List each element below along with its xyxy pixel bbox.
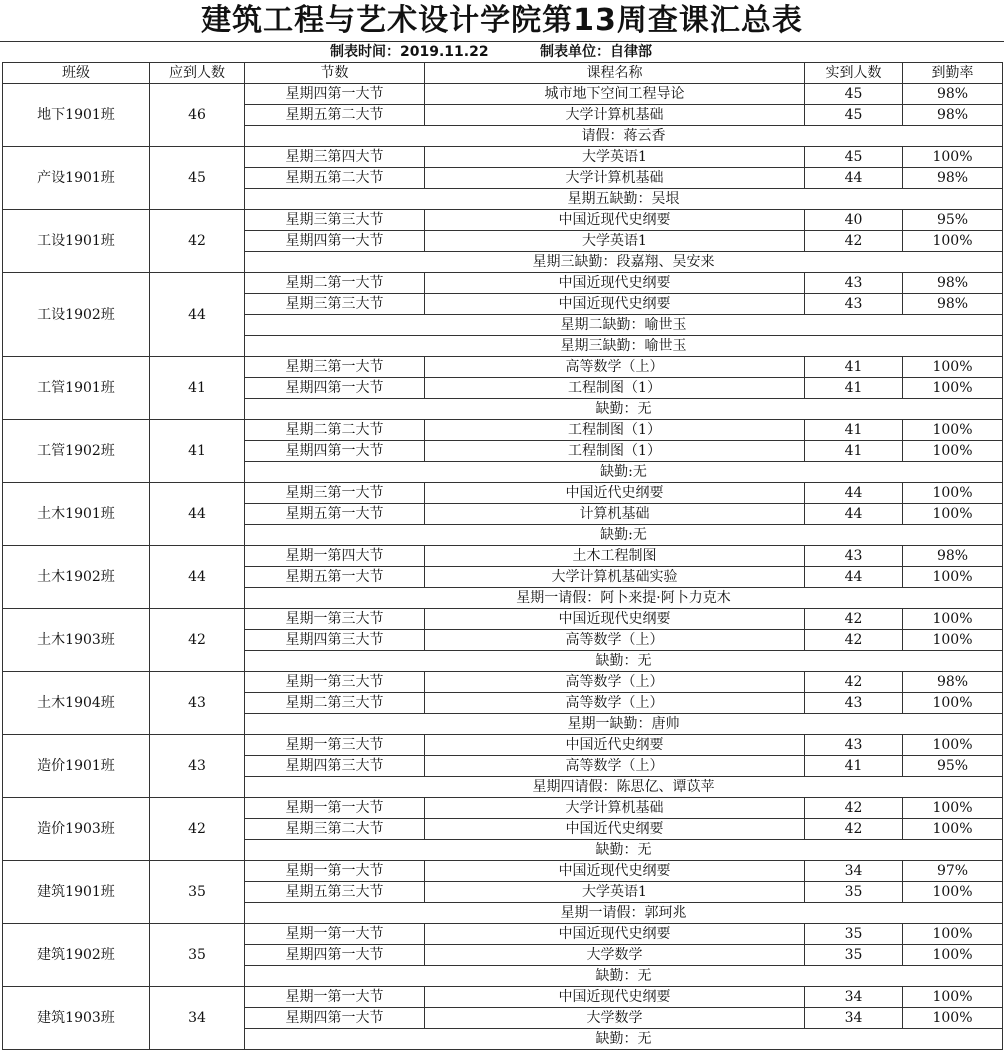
attendance-rate: 100% [903,693,1003,714]
actual-count: 45 [805,147,903,168]
attendance-rate: 100% [903,630,1003,651]
absence-note: 请假：蒋云香 [245,126,1003,147]
class-name: 建筑1903班 [3,987,150,1050]
actual-count: 41 [805,441,903,462]
attendance-rate: 100% [903,735,1003,756]
meta-time: 制表时间：2019.11.22 [330,44,489,60]
table-row [3,483,1003,504]
actual-count: 34 [805,861,903,882]
actual-count: 40 [805,210,903,231]
period-cell: 星期一第四大节 [245,546,425,567]
attendance-rate: 98% [903,672,1003,693]
course-cell: 中国近现代史纲要 [425,294,805,315]
period-cell: 星期四第一大节 [245,231,425,252]
class-name: 建筑1901班 [3,861,150,924]
actual-count: 35 [805,924,903,945]
actual-count: 35 [805,945,903,966]
period-cell: 星期一第一大节 [245,987,425,1008]
attendance-rate: 98% [903,168,1003,189]
absence-note: 星期五缺勤：吴垠 [245,189,1003,210]
period-cell: 星期四第一大节 [245,378,425,399]
period-cell: 星期四第三大节 [245,756,425,777]
header-period: 节数 [245,63,425,84]
absence-note: 缺勤：无 [245,651,1003,672]
actual-count: 41 [805,378,903,399]
period-cell: 星期四第三大节 [245,630,425,651]
class-name: 工设1901班 [3,210,150,273]
attendance-rate: 95% [903,756,1003,777]
expected-count: 34 [150,987,245,1050]
period-cell: 星期一第一大节 [245,861,425,882]
period-cell: 星期三第二大节 [245,819,425,840]
period-cell: 星期二第三大节 [245,693,425,714]
course-cell: 高等数学（上） [425,672,805,693]
expected-count: 44 [150,483,245,546]
attendance-rate: 100% [903,798,1003,819]
actual-count: 34 [805,1008,903,1029]
table-row [3,546,1003,567]
course-cell: 大学计算机基础 [425,105,805,126]
expected-count: 35 [150,861,245,924]
attendance-rate: 100% [903,378,1003,399]
table-row [3,210,1003,231]
expected-count: 41 [150,357,245,420]
class-name: 地下1901班 [3,84,150,147]
attendance-rate: 100% [903,504,1003,525]
expected-count: 42 [150,210,245,273]
attendance-rate: 100% [903,819,1003,840]
period-cell: 星期三第一大节 [245,357,425,378]
actual-count: 42 [805,609,903,630]
actual-count: 42 [805,231,903,252]
period-cell: 星期五第一大节 [245,567,425,588]
actual-count: 34 [805,987,903,1008]
actual-count: 43 [805,693,903,714]
period-cell: 星期一第三大节 [245,609,425,630]
absence-note: 星期一请假：郭珂兆 [245,903,1003,924]
expected-count: 43 [150,735,245,798]
meta-unit: 制表单位：自律部 [540,44,652,60]
actual-count: 44 [805,483,903,504]
attendance-table [2,62,1003,1050]
attendance-rate: 98% [903,105,1003,126]
actual-count: 45 [805,105,903,126]
course-cell: 中国近代史纲要 [425,483,805,504]
actual-count: 43 [805,546,903,567]
course-cell: 大学数学 [425,1008,805,1029]
course-cell: 高等数学（上） [425,693,805,714]
attendance-rate: 100% [903,231,1003,252]
absence-note: 缺勤：无 [245,1029,1003,1050]
course-cell: 中国近现代史纲要 [425,924,805,945]
table-row [3,273,1003,294]
table-row [3,798,1003,819]
attendance-rate: 97% [903,861,1003,882]
class-name: 土木1902班 [3,546,150,609]
actual-count: 43 [805,294,903,315]
actual-count: 41 [805,420,903,441]
course-cell: 大学数学 [425,945,805,966]
absence-note: 缺勤：无 [245,966,1003,987]
header-expected: 应到人数 [150,63,245,84]
actual-count: 45 [805,84,903,105]
table-row [3,672,1003,693]
period-cell: 星期二第一大节 [245,273,425,294]
expected-count: 41 [150,420,245,483]
course-cell: 中国近现代史纲要 [425,609,805,630]
class-name: 土木1901班 [3,483,150,546]
table-row [3,609,1003,630]
table-row [3,924,1003,945]
period-cell: 星期一第一大节 [245,924,425,945]
header-actual: 实到人数 [805,63,903,84]
absence-note: 星期二缺勤：喻世玉 [245,315,1003,336]
actual-count: 42 [805,630,903,651]
actual-count: 43 [805,735,903,756]
table-row [3,987,1003,1008]
period-cell: 星期一第三大节 [245,672,425,693]
actual-count: 43 [805,273,903,294]
sheet-title: 建筑工程与艺术设计学院第13周查课汇总表 [201,3,803,38]
attendance-rate: 100% [903,882,1003,903]
absence-note: 星期三缺勤：段嘉翔、吴安来 [245,252,1003,273]
header-class: 班级 [3,63,150,84]
attendance-rate: 98% [903,294,1003,315]
attendance-rate: 100% [903,441,1003,462]
absence-note: 缺勤:无 [245,462,1003,483]
course-cell: 城市地下空间工程导论 [425,84,805,105]
period-cell: 星期五第一大节 [245,504,425,525]
actual-count: 44 [805,168,903,189]
attendance-rate: 100% [903,357,1003,378]
course-cell: 高等数学（上） [425,756,805,777]
period-cell: 星期四第一大节 [245,945,425,966]
absence-note: 缺勤：无 [245,840,1003,861]
header-row [3,63,1003,84]
attendance-rate: 100% [903,924,1003,945]
period-cell: 星期四第一大节 [245,441,425,462]
table-row [3,861,1003,882]
actual-count: 44 [805,567,903,588]
actual-count: 42 [805,798,903,819]
period-cell: 星期三第三大节 [245,210,425,231]
period-cell: 星期五第二大节 [245,168,425,189]
course-cell: 工程制图（1） [425,378,805,399]
course-cell: 工程制图（1） [425,420,805,441]
absence-note: 星期一请假：阿卜来提·阿卜力克木 [245,588,1003,609]
table-row [3,84,1003,105]
period-cell: 星期五第二大节 [245,105,425,126]
attendance-rate: 100% [903,483,1003,504]
course-cell: 中国近现代史纲要 [425,987,805,1008]
actual-count: 42 [805,819,903,840]
actual-count: 35 [805,882,903,903]
period-cell: 星期一第三大节 [245,735,425,756]
course-cell: 计算机基础 [425,504,805,525]
attendance-rate: 100% [903,1008,1003,1029]
course-cell: 中国近现代史纲要 [425,861,805,882]
course-cell: 大学英语1 [425,231,805,252]
class-name: 产设1901班 [3,147,150,210]
attendance-rate: 100% [903,987,1003,1008]
expected-count: 45 [150,147,245,210]
period-cell: 星期二第二大节 [245,420,425,441]
period-cell: 星期三第一大节 [245,483,425,504]
absence-note: 缺勤：无 [245,399,1003,420]
table-row [3,147,1003,168]
attendance-rate: 100% [903,420,1003,441]
period-cell: 星期一第一大节 [245,798,425,819]
course-cell: 大学计算机基础 [425,168,805,189]
period-cell: 星期四第一大节 [245,1008,425,1029]
actual-count: 44 [805,504,903,525]
actual-count: 41 [805,756,903,777]
course-cell: 大学英语1 [425,882,805,903]
period-cell: 星期三第三大节 [245,294,425,315]
absence-note: 星期四请假：陈思亿、谭苡苹 [245,777,1003,798]
course-cell: 中国近现代史纲要 [425,210,805,231]
class-name: 建筑1902班 [3,924,150,987]
attendance-rate: 100% [903,147,1003,168]
absence-note: 星期三缺勤：喻世玉 [245,336,1003,357]
class-name: 造价1903班 [3,798,150,861]
table-row [3,420,1003,441]
table-row [3,357,1003,378]
course-cell: 大学计算机基础 [425,798,805,819]
attendance-rate: 95% [903,210,1003,231]
course-cell: 高等数学（上） [425,357,805,378]
expected-count: 42 [150,609,245,672]
sheet-meta [0,42,1004,62]
attendance-rate: 98% [903,546,1003,567]
header-rate: 到勤率 [903,63,1003,84]
class-name: 土木1904班 [3,672,150,735]
class-name: 造价1901班 [3,735,150,798]
expected-count: 35 [150,924,245,987]
course-cell: 中国近代史纲要 [425,735,805,756]
header-course: 课程名称 [425,63,805,84]
period-cell: 星期三第四大节 [245,147,425,168]
attendance-rate: 98% [903,273,1003,294]
actual-count: 42 [805,672,903,693]
attendance-rate: 100% [903,945,1003,966]
absence-note: 缺勤:无 [245,525,1003,546]
class-name: 工管1902班 [3,420,150,483]
course-cell: 工程制图（1） [425,441,805,462]
expected-count: 44 [150,546,245,609]
course-cell: 大学计算机基础实验 [425,567,805,588]
attendance-rate: 98% [903,84,1003,105]
expected-count: 46 [150,84,245,147]
attendance-rate: 100% [903,609,1003,630]
expected-count: 43 [150,672,245,735]
course-cell: 中国近代史纲要 [425,819,805,840]
class-name: 工设1902班 [3,273,150,357]
expected-count: 42 [150,798,245,861]
course-cell: 高等数学（上） [425,630,805,651]
class-name: 土木1903班 [3,609,150,672]
class-name: 工管1901班 [3,357,150,420]
course-cell: 大学英语1 [425,147,805,168]
attendance-rate: 100% [903,567,1003,588]
course-cell: 土木工程制图 [425,546,805,567]
absence-note: 星期一缺勤：唐帅 [245,714,1003,735]
course-cell: 中国近现代史纲要 [425,273,805,294]
expected-count: 44 [150,273,245,357]
actual-count: 41 [805,357,903,378]
period-cell: 星期四第一大节 [245,84,425,105]
period-cell: 星期五第三大节 [245,882,425,903]
table-row [3,735,1003,756]
